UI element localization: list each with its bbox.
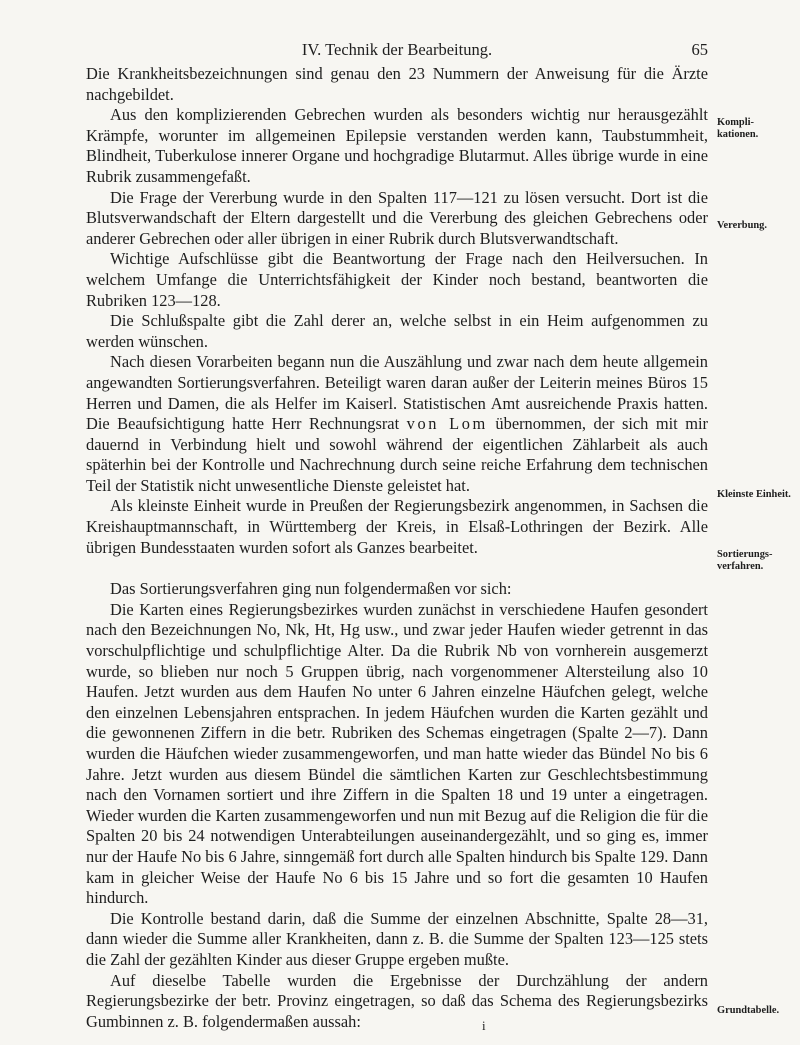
page-number: 65 <box>691 40 708 59</box>
paragraph: Die Schlußspalte gibt die Zahl derer an, welche selbst in ein Heim aufgenommen zu werden wünschen. <box>86 311 708 351</box>
paragraph: Auf dieselbe Tabelle wurden die Ergebnisse der Durchzählung der andern Regierungsbezirke der betr. Provinz eingetragen, so daß das Schema des Regierungsbezirks Gumbinnen z. B. folgendermaßen aussah: <box>86 970 708 1031</box>
paragraph: Aus den komplizierenden Gebrechen wurden als besonders wichtig nur herausgezählt Krämpfe, worunter im allgemeinen Epilepsie verstanden werden kann, Taubstummheit, Blindheit, Tuberkulose innerer Organe und hochgradige Blutarmut. Alles übrige wurde in eine Rubrik zusammengefaßt. <box>86 105 708 186</box>
paragraph: Die Krankheitsbezeichnungen sind genau den 23 Nummern der Anweisung für die Ärzte nachgebildet. <box>86 64 708 104</box>
running-header <box>86 40 708 62</box>
paragraph: Wichtige Aufschlüsse gibt die Beantwortung der Frage nach den Heilversuchen. In welchem Umfange die Unterrichtsfähigkeit der Kinder noch bestand, beantworten die Rubriken 123—128. <box>86 249 708 310</box>
paragraph-text: übernommen, der sich mit mir dauernd in Verbindung hielt und sowohl während der eigentlichen Zählarbeit als auch späterhin bei der Kontrolle und Nachrechnung durch seine reiche Erfahrung dem technischen Teil der Statistik nicht unwesentliche Dienste geleistet hat. <box>86 414 708 495</box>
paragraph <box>86 352 708 496</box>
margin-note: Kleinste Einheit. <box>717 489 791 500</box>
paragraph-text: Nach diesen Vorarbeiten begann nun die Auszählung und zwar nach dem heute allgemein angewandten Sortierungsverfahren. Beteiligt waren daran außer der Leiterin meines Büros 15 Herren und Damen, die als Helfer im Kaiserl. Statistischen Amt ausreichende Praxis hatten. Die Beaufsichtigung hatte Herr Rechnungsrat <box>86 352 708 434</box>
margin-note: Kompli-kationen. <box>717 117 759 140</box>
paragraph: Als kleinste Einheit wurde in Preußen der Regierungsbezirk angenommen, in Sachsen die Kreishauptmannschaft, in Württemberg der Kreis, in Elsaß-Lothringen der Bezirk. Alle übrigen Bundesstaaten wurden sofort als Ganzes bearbeitet. <box>86 496 708 557</box>
paragraph: Die Kontrolle bestand darin, daß die Summe der einzelnen Abschnitte, Spalte 28—31, dann wieder die Summe aller Krankheiten, dann z. B. die Summe der Spalten 123—125 stets die Zahl der gezählten Kinder aus dieser Gruppe ergeben mußte. <box>86 908 708 969</box>
page-mark: i <box>482 1018 486 1033</box>
margin-note: Grundtabelle. <box>717 1005 780 1016</box>
margin-note: Vererbung. <box>717 220 767 231</box>
paragraph: Die Karten eines Regierungsbezirkes wurden zunächst in verschiedene Haufen gesondert nach den Bezeichnungen No, Nk, Ht, Hg usw., und zwar jeder Haufen wieder getrennt in das vorschulpflichtige und schulpflichtige Alter. Da die Rubrik Nb von vornherein ausgemerzt wurde, so blieben nur noch 5 Gruppen übrig, nach vorgenommener Altersteilung also 10 Haufen. Jetzt wurden aus dem Haufen No unter 6 Jahren einzelne Häufchen gelegt, welche den einzelnen Lebensjahren entsprachen. In jedem Häufchen wurden die Karten gezählt und die gewonnenen Ziffern in die betr. Rubriken des Schemas eingetragen (Spalte 2—7). Dann wurden die Häufchen wieder zusammengeworfen, und man hatte wieder das Bündel No bis 6 Jahre. Jetzt wurden aus diesem Bündel die sämtlichen Karten zur Geschlechtsbestimmung nach den Vornamen sortiert und ihre Ziffern in die Spalten 18 und 19 unter a eingetragen. Wieder wurden die Karten zusammengeworfen und nun mit Bezug auf die Religion die für die Spalten 20 bis 24 notwendigen Unterabteilungen auseinandergezählt, und so ging es, immer nur der Haufe No bis 6 Jahre, sinngemäß fort durch alle Spalten hindurch bis Spalte 129. Dann kam in gleicher Weise der Haufe No 6 bis 15 Jahre und so fort die gesamten 10 Haufen hindurch. <box>86 599 708 908</box>
person-name: von Lom <box>406 414 488 434</box>
paragraph: Die Frage der Vererbung wurde in den Spalten 117—121 zu lösen versucht. Dort ist die Blutsverwandschaft der Eltern dargestellt und die Vererbung des gleichen Gebrechens oder anderer Gebrechen oder aller übrigen in einer Rubrik durch Blutsverwandtschaft. <box>86 187 708 248</box>
body-text <box>86 64 708 1032</box>
margin-note: Sortierungs-verfahren. <box>717 549 773 572</box>
header-title: IV. Technik der Bearbeitung. <box>301 40 493 59</box>
paragraph: Das Sortierungsverfahren ging nun folgendermaßen vor sich: <box>110 579 512 599</box>
